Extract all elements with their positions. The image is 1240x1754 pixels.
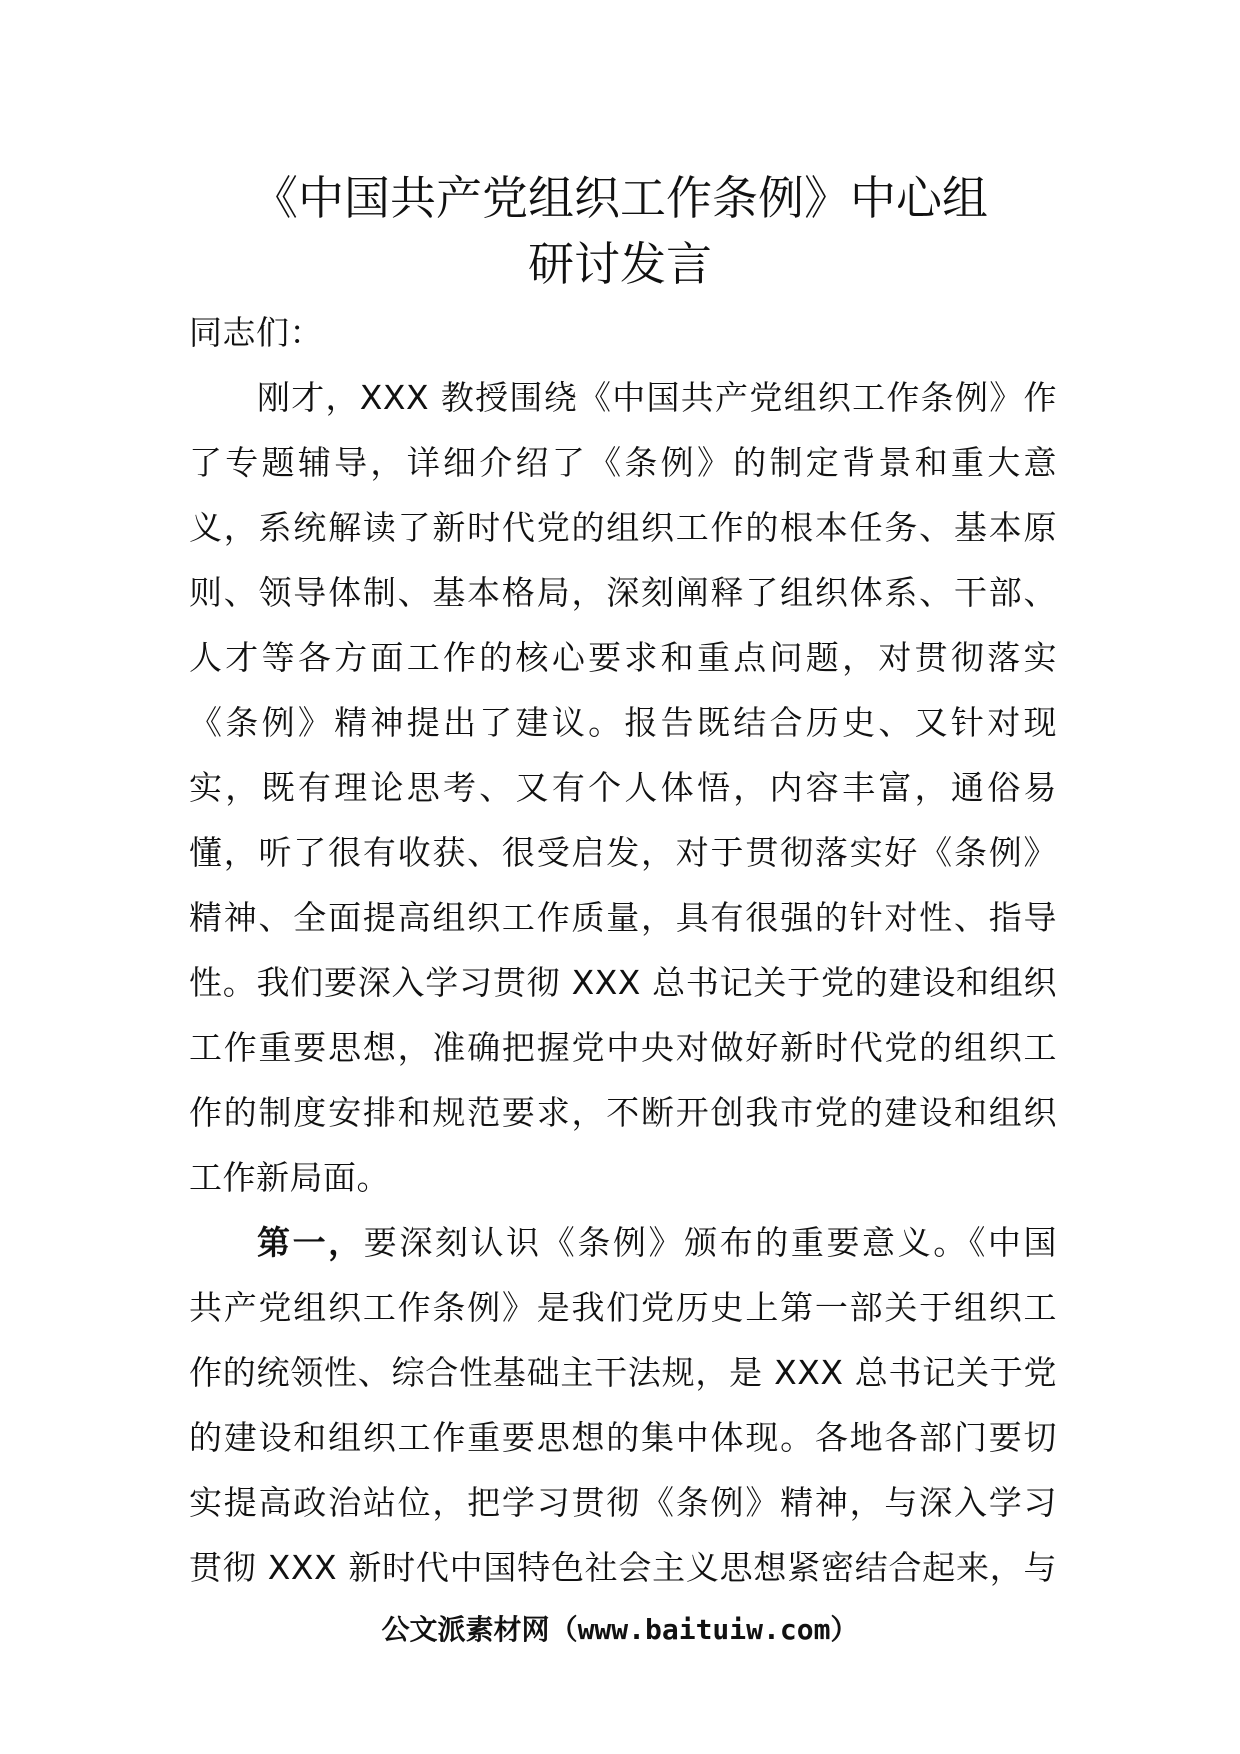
footer-site-name: 公文派素材网 [381,1613,550,1646]
paragraph-line: 作的制度安排和规范要求，不断开创我市党的建设和组织 [189,1093,1057,1132]
document-body [189,300,1057,1600]
paragraph-line: 了专题辅导，详细介绍了《条例》的制定背景和重大意 [189,443,1057,482]
document-title-line-2: 研讨发言 [528,237,712,291]
document-title-line-1: 《中国共产党组织工作条例》中心组 [252,171,988,225]
paragraph-line-text: 要深刻认识《条例》颁布的重要意义。《中国 [363,1223,1058,1262]
footer-watermark [150,1610,1090,1650]
paragraph-line: 作的统领性、综合性基础主干法规，是 XXX 总书记关于党 [189,1353,1057,1392]
paragraph-line: 懂，听了很有收获、很受启发，对于贯彻落实好《条例》 [189,833,1057,872]
paragraph-line: 性。我们要深入学习贯彻 XXX 总书记关于党的建设和组织 [189,963,1057,1002]
paragraph-line: 则、领导体制、基本格局，深刻阐释了组织体系、干部、 [189,573,1057,612]
paragraph-1 [189,365,1057,1210]
paragraph-line: 贯彻 XXX 新时代中国特色社会主义思想紧密结合起来，与 [189,1548,1057,1587]
paragraph-line: 工作新局面。 [189,1158,390,1197]
paragraph-line: 的建设和组织工作重要思想的集中体现。各地各部门要切 [189,1418,1057,1457]
paragraph-line: 精神、全面提高组织工作质量，具有很强的针对性、指导 [189,898,1057,937]
paragraph-lead: 第一， [257,1223,364,1262]
salutation: 同志们： [189,313,323,352]
paragraph-line [189,1210,1057,1275]
paragraph-line: 人才等各方面工作的核心要求和重点问题，对贯彻落实 [189,638,1057,677]
footer-url: （www.baituiw.com） [549,1613,859,1646]
paragraph-line: 工作重要思想，准确把握党中央对做好新时代党的组织工 [189,1028,1057,1067]
paragraph-line: 《条例》精神提出了建议。报告既结合历史、又针对现 [189,703,1057,742]
paragraph-line: 刚才，XXX 教授围绕《中国共产党组织工作条例》作 [257,378,1057,417]
paragraph-2 [189,1210,1057,1600]
paragraph-line: 实，既有理论思考、又有个人体悟，内容丰富，通俗易 [189,768,1057,807]
paragraph-line: 义，系统解读了新时代党的组织工作的根本任务、基本原 [189,508,1057,547]
paragraph-line: 共产党组织工作条例》是我们党历史上第一部关于组织工 [189,1288,1057,1327]
paragraph-line: 实提高政治站位，把学习贯彻《条例》精神，与深入学习 [189,1483,1057,1522]
